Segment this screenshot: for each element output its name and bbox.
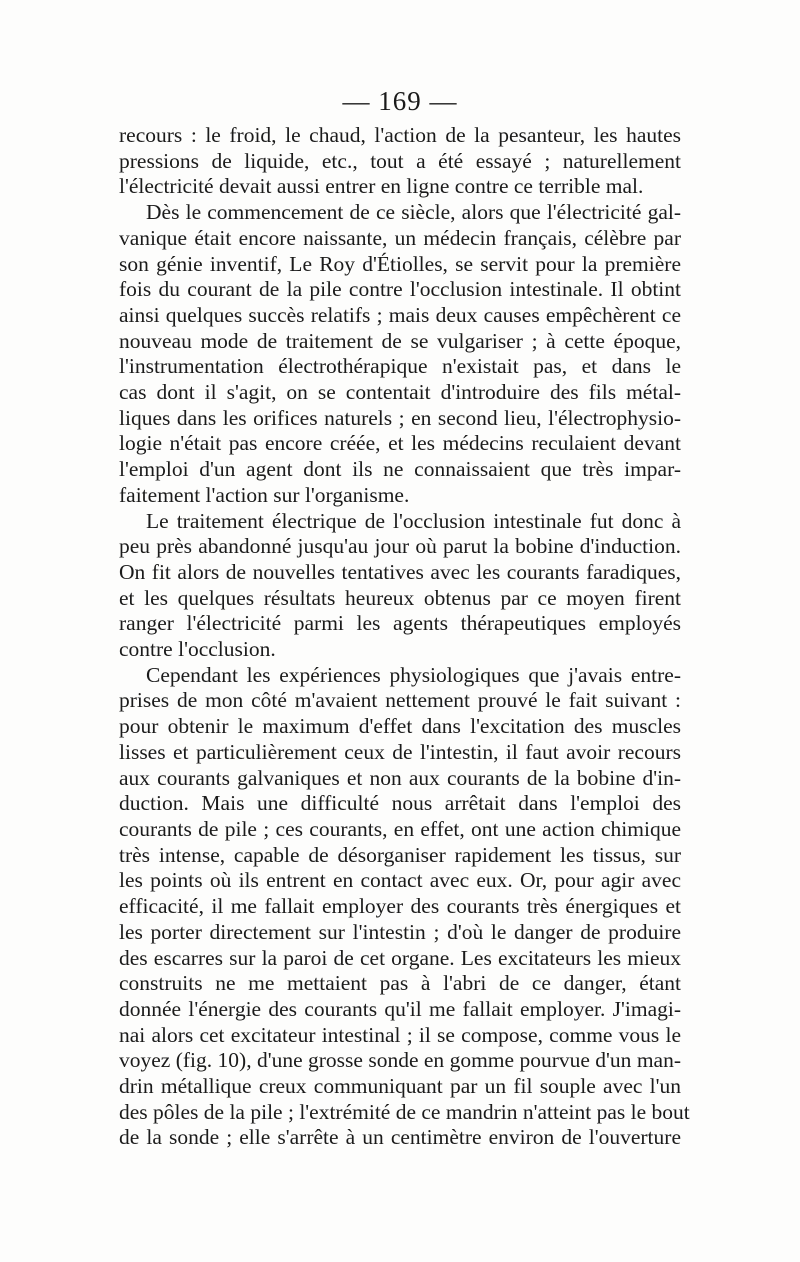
body-text <box>119 123 690 1151</box>
text-line: des pôles de la pile ; l'extrémité de ce mandrin n'atteint pas le bout <box>119 1099 690 1124</box>
text-line: les porter directement sur l'intestin ; d'où le danger de produire <box>119 919 681 944</box>
text-line: l'emploi d'un agent dont ils ne connaissaient que très impar- <box>119 457 681 482</box>
text-line: son génie inventif, Le Roy d'Étiolles, se servit pour la première <box>119 251 681 276</box>
text-line: recours : le froid, le chaud, l'action de la pesanteur, les hautes <box>119 123 681 147</box>
text-line: logie n'était pas encore créée, et les médecins reculaient devant <box>119 431 681 456</box>
text-line: très intense, capable de désorganiser rapidement les tissus, sur <box>119 842 681 867</box>
text-line: Cependant les expériences physiologiques que j'avais entre- <box>146 662 681 687</box>
text-line: pressions de liquide, etc., tout a été essayé ; naturellement <box>119 148 681 173</box>
text-line: donnée l'énergie des courants qu'il me fallait employer. J'imagi- <box>119 996 681 1021</box>
text-line: de la sonde ; elle s'arrête à un centimètre environ de l'ouverture <box>119 1125 681 1150</box>
text-line: Le traitement électrique de l'occlusion intestinale fut donc à <box>146 508 681 533</box>
text-line: voyez (fig. 10), d'une grosse sonde en gomme pourvue d'un man- <box>119 1048 681 1073</box>
text-line: On fit alors de nouvelles tentatives avec les courants faradiques, <box>119 559 681 584</box>
text-line: cas dont il s'agit, on se contentait d'introduire des fils métal- <box>119 380 681 405</box>
text-line: pour obtenir le maximum d'effet dans l'excitation des muscles <box>119 714 681 739</box>
text-line: l'électricité devait aussi entrer en ligne contre ce terrible mal. <box>119 174 644 199</box>
text-line: faitement l'action sur l'organisme. <box>119 482 410 507</box>
text-line: ranger l'électricité parmi les agents thérapeutiques employés <box>119 611 681 636</box>
text-line: ainsi quelques succès relatifs ; mais deux causes empêchèrent ce <box>119 302 681 327</box>
text-line: Dès le commencement de ce siècle, alors que l'électricité gal- <box>146 200 681 225</box>
text-line: l'instrumentation électrothérapique n'existait pas, et dans le <box>119 354 681 379</box>
text-line: fois du courant de la pile contre l'occlusion intestinale. Il obtint <box>119 277 681 302</box>
text-line: courants de pile ; ces courants, en effet, ont une action chimique <box>119 816 681 841</box>
text-line: prises de mon côté m'avaient nettement prouvé le fait suivant : <box>119 688 681 713</box>
text-line: nai alors cet excitateur intestinal ; il se compose, comme vous le <box>119 1022 681 1047</box>
page-number: — 169 — <box>342 86 458 116</box>
text-line: contre l'occlusion. <box>119 637 276 662</box>
text-line: les points où ils entrent en contact avec eux. Or, pour agir avec <box>119 868 681 893</box>
text-line: drin métallique creux communiquant par un fil souple avec l'un <box>119 1074 681 1099</box>
text-line: duction. Mais une difficulté nous arrêtait dans l'emploi des <box>119 791 681 816</box>
text-line: efficacité, il me fallait employer des courants très énergiques et <box>119 894 681 919</box>
text-line: et les quelques résultats heureux obtenus par ce moyen firent <box>119 585 681 610</box>
text-line: liques dans les orifices naturels ; en second lieu, l'électrophysio- <box>119 405 681 430</box>
text-line: peu près abandonné jusqu'au jour où parut la bobine d'induction. <box>119 534 681 559</box>
text-line: des escarres sur la paroi de cet organe. Les excitateurs les mieux <box>119 945 681 970</box>
text-line: construits ne me mettaient pas à l'abri de ce danger, étant <box>119 971 681 996</box>
text-line: lisses et particulièrement ceux de l'intestin, il faut avoir recours <box>119 739 681 764</box>
text-line: aux courants galvaniques et non aux courants de la bobine d'in- <box>119 765 681 790</box>
text-line: vanique était encore naissante, un médecin français, célèbre par <box>119 225 681 250</box>
text-line: nouveau mode de traitement de se vulgariser ; à cette époque, <box>119 328 681 353</box>
